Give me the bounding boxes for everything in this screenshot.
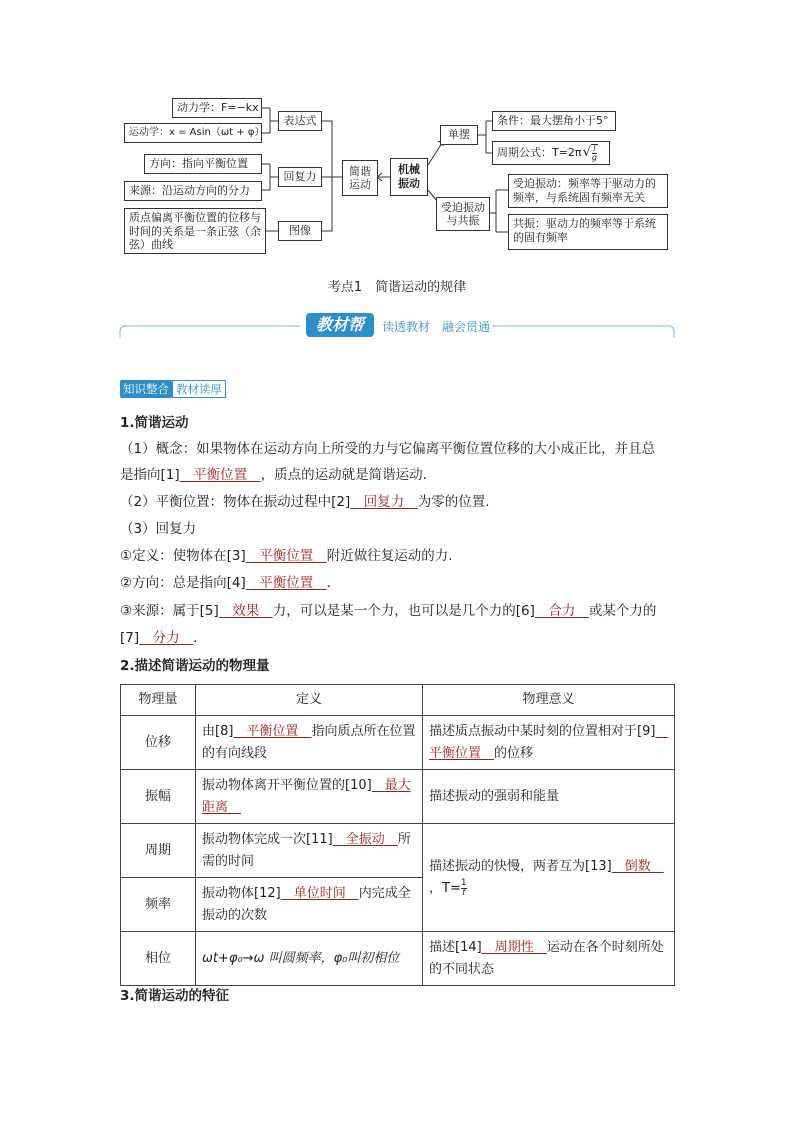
fraction-1-over-f: $\frac{1}{f}$	[460, 877, 467, 898]
graph-desc-box: 质点偏离平衡位置的位移与时间的关系是一条正弦（余弦）曲线	[124, 208, 266, 254]
s1-line6: ②方向：总是指向[4] 平衡位置 .	[120, 575, 332, 591]
cell-name: 周期	[121, 824, 196, 878]
banner-brand: 教材帮	[306, 313, 374, 337]
blank-10: 最大距离	[202, 777, 411, 815]
period-formula-box: 周期公式：T=2π √ l g	[492, 141, 610, 165]
blank-13: 倒数	[611, 858, 664, 874]
cell-name: 相位	[121, 932, 196, 986]
blank-8: 平衡位置	[233, 723, 312, 739]
cell-definition: 由[8] 平衡位置 指向质点所在位置的有向线段	[196, 716, 423, 770]
shm-node: 简谐运动	[342, 160, 378, 196]
cell-meaning: 描述振动的强弱和能量	[423, 770, 675, 824]
sqrt-fraction: √ l g	[582, 144, 597, 162]
blank-11: 全振动	[332, 831, 398, 847]
source-box: 来源：沿运动方向的分力	[124, 181, 262, 201]
cell-meaning: 描述[14] 周期性 运动在各个时刻所处的不同状态	[423, 932, 675, 986]
s1-line5: ①定义：使物体在[3] 平衡位置 附近做往复运动的力.	[120, 548, 453, 564]
cell-meaning: 描述振动的快慢，两者互为[13] 倒数 ，T= $\frac{1}{f}$	[423, 824, 675, 932]
tag-knowledge: 知识整合	[120, 380, 172, 398]
expression-node: 表达式	[278, 111, 322, 131]
blank-5: 效果	[218, 603, 273, 619]
table-row	[121, 716, 675, 770]
banner-line	[0, 0, 794, 345]
blank-2: 回复力	[350, 494, 418, 510]
th-quantity: 物理量	[121, 685, 196, 716]
kinematics-box: 运动学：x = Asin（ωt + φ）	[124, 123, 262, 143]
resonance-desc-box: 共振：驱动力的频率等于系统的固有频率	[508, 214, 668, 250]
restoring-node: 回复力	[278, 167, 322, 187]
s1-line1: （1）概念：如果物体在运动方向上所受的力与它偏离平衡位置位移的大小成正比，并且总	[120, 441, 656, 457]
section-title: 考点1 简谐运动的规律	[327, 280, 467, 295]
s1-line8: [7] 分力 .	[120, 630, 198, 646]
cell-name: 位移	[121, 716, 196, 770]
condition-box: 条件：最大摆角小于5°	[492, 111, 616, 131]
s1-line7: ③来源：属于[5] 效果 力，可以是某一个力，也可以是几个力的[6] 合力 或某个力的	[120, 603, 657, 619]
table-row	[121, 824, 675, 878]
th-meaning: 物理意义	[423, 685, 675, 716]
dynamics-box: 动力学：F=−kx	[172, 98, 262, 118]
knowledge-tags	[120, 378, 226, 398]
mech-vib-node: 机械振动	[390, 158, 428, 196]
forced-node: 受迫振动与共振	[436, 197, 490, 231]
cell-definition: 振动物体离开平衡位置的[10] 最大距离	[196, 770, 423, 824]
s1-line4: （3）回复力	[120, 521, 197, 537]
blank-6: 合力	[534, 603, 589, 619]
th-definition: 定义	[196, 685, 423, 716]
pendulum-node: 单摆	[440, 125, 478, 145]
forced-desc-box: 受迫振动：频率等于驱动力的频率，与系统固有频率无关	[508, 174, 668, 208]
s3-heading: 3.简谐运动的特征	[120, 988, 230, 1004]
blank-12: 单位时间	[280, 885, 359, 901]
cell-definition: ωt+φ₀→ω 叫圆频率，φ₀叫初相位	[196, 932, 423, 986]
blank-1: 平衡位置	[179, 467, 261, 483]
graph-node: 图像	[278, 221, 322, 241]
blank-9: 平衡位置	[429, 723, 669, 761]
s1-line3: （2）平衡位置：物体在振动过程中[2] 回复力 为零的位置.	[120, 494, 490, 510]
s1-line2: 是指向[1] 平衡位置 ，质点的运动就是简谐运动.	[120, 467, 427, 483]
s2-heading: 2.描述简谐运动的物理量	[120, 658, 270, 674]
cell-name: 振幅	[121, 770, 196, 824]
cell-meaning: 描述质点振动中某时刻的位置相对于[9] 平衡位置 的位移	[423, 716, 675, 770]
blank-3: 平衡位置	[245, 548, 327, 564]
cell-definition: 振动物体[12] 单位时间 内完成全振动的次数	[196, 878, 423, 932]
blank-4: 平衡位置	[245, 575, 327, 591]
table-row	[121, 770, 675, 824]
tag-textbook: 教材读厚	[172, 380, 226, 398]
table-row	[121, 932, 675, 986]
cell-name: 频率	[121, 878, 196, 932]
direction-box: 方向：指向平衡位置	[144, 154, 262, 174]
s1-heading: 1.简谐运动	[120, 415, 189, 431]
cell-definition: 振动物体完成一次[11] 全振动 所需的时间	[196, 824, 423, 878]
blank-7: 分力	[139, 630, 194, 646]
banner-slogan: 读透教材 融会贯通	[382, 320, 491, 334]
table-header-row	[121, 685, 675, 716]
quantities-table	[120, 684, 675, 986]
blank-14: 周期性	[481, 939, 547, 955]
